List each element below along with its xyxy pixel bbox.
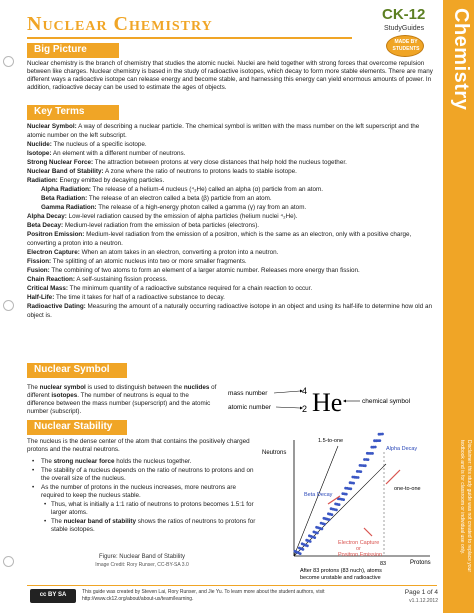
isotope-point [302, 548, 305, 551]
limit-83-label: 83 [380, 561, 387, 567]
key-term [27, 149, 437, 158]
key-term-name: Alpha Radiation: [41, 186, 92, 193]
isotope-point [381, 433, 384, 436]
key-term-name: Radioactive Dating: [27, 303, 86, 310]
electron-capture-label: Electron Capture [338, 540, 380, 546]
isotope-point [328, 518, 331, 521]
isotope-point [309, 540, 312, 543]
page-number: Page 1 of 4 [404, 589, 438, 596]
stability-bullet [27, 484, 257, 500]
isotope-point [313, 536, 316, 539]
nuclear-stability-bullets [27, 458, 257, 535]
isotope-point [378, 439, 381, 442]
bold-term: isotopes [51, 392, 78, 399]
isotope-point [345, 493, 348, 496]
text-segment: The [41, 458, 54, 465]
key-term-name: Positron Emission: [27, 231, 85, 238]
text-segment: shows the ratios of neutrons to protons for stable isotopes. [51, 518, 256, 533]
key-term-name: Fission: [27, 258, 52, 265]
isotope-point [338, 503, 341, 506]
key-term-name: Nuclear Band of Stability: [27, 168, 104, 175]
bold-term: nuclear band of stability [63, 518, 137, 525]
key-term [27, 167, 437, 176]
big-picture-text: Nuclear chemistry is the branch of chemistry that studies the atomic nuclei. Nuclei are held together with strong forces that overcome repulsion between like charges. Nuclear chemistry is based in the study of radioactive isotopes, which decay to form more stable elements. There are many different ways a radioactive isotope can release energy and become stable, and harnessing this energy can yield enormous amounts of power. In addition, radioactive decay can be used to estimate the ages of objects. [27, 60, 433, 91]
electron-capture-arrow [364, 528, 372, 536]
ratio-one-label: one-to-one [394, 486, 421, 492]
stability-bullet [27, 458, 257, 466]
key-term-definition: A self-sustaining fission process. [76, 276, 168, 283]
key-term-definition: The time it takes for half of a radioactive substance to decay. [55, 294, 225, 301]
badge-text: MADE BY STUDENTS [392, 39, 420, 52]
isotope-point [364, 464, 367, 467]
key-term [27, 275, 437, 284]
nuclear-stability-intro: The nucleus is the dense center of the atom that contains the positively charged protons and the neutral neutrons. [27, 438, 250, 453]
nuclear-symbol-text [27, 384, 217, 416]
key-term-name: Critical Mass: [27, 285, 68, 292]
isotope-point [352, 482, 355, 485]
bold-term: nuclear symbol [39, 384, 86, 391]
section-heading: Big Picture [34, 44, 87, 55]
key-term [27, 203, 437, 212]
graph-note-line-2: become unstable and radioactive [300, 575, 381, 581]
key-term-definition: The attraction between protons at very close distances that help hold the nucleus together. [94, 159, 347, 166]
key-term [27, 248, 437, 257]
text-segment: of different [27, 384, 217, 399]
text-segment: is used to distinguish between the [85, 384, 184, 391]
bold-term: strong nuclear force [53, 458, 115, 465]
section-heading: Nuclear Symbol [34, 364, 110, 375]
nuclear-symbol-diagram [228, 382, 438, 422]
graph-note-line-1: After 83 protons (83 nuch), atoms [300, 568, 382, 574]
stability-bullet [27, 518, 257, 534]
mass-number: 4 [302, 386, 308, 396]
key-term-definition: The release of a high-energy photon called a gamma (γ) ray from an atom. [98, 204, 307, 211]
key-term-name: Nuclide: [27, 141, 52, 148]
key-term-name: Chain Reaction: [27, 276, 75, 283]
isotope-point [299, 552, 302, 555]
key-term-definition: The splitting of an atomic nucleus into two or more smaller fragments. [52, 258, 247, 265]
key-term-name: Radiation: [27, 177, 58, 184]
key-term [27, 293, 437, 302]
key-term-definition: Medium-level radiation from the emission of beta particles (electrons). [64, 222, 260, 229]
isotope-point [374, 446, 377, 449]
title-divider [27, 37, 352, 39]
key-term [27, 266, 437, 275]
key-term-name: Alpha Decay: [27, 213, 67, 220]
key-term-definition: A zone where the ratio of neutrons to protons leads to stable isotope. [105, 168, 297, 175]
key-term [27, 185, 437, 194]
key-term-definition: The combining of two atoms to form an element of a larger atomic number. Releases more energy than fission. [51, 267, 360, 274]
isotope-point [306, 544, 309, 547]
key-term-definition: Energy emitted by decaying particles. [59, 177, 165, 184]
isotope-point [367, 458, 370, 461]
ck12-logo [378, 6, 436, 60]
key-term-name: Gamma Radiation: [41, 204, 97, 211]
page-title: Nuclear Chemistry [27, 13, 213, 35]
subject-tab-label: Chemistry [450, 8, 472, 111]
big-picture-header [27, 43, 119, 58]
stability-bullet [27, 467, 257, 483]
key-term-name: Beta Decay: [27, 222, 64, 229]
bullet-icon: • [32, 484, 35, 491]
text-segment: . The number of neutrons is equal to the difference between the mass number (superscript) and the atomic number (subscript). [27, 392, 211, 415]
key-terms-list [27, 122, 437, 320]
text-segment: The stability of a nucleus depends on the ratio of neutrons to protons and on the overall size of the nucleus. [41, 467, 254, 482]
chemical-symbol: He [312, 388, 343, 417]
key-term-definition: The nucleus of a specific isotope. [53, 141, 147, 148]
key-term [27, 194, 437, 203]
isotope-point [371, 452, 374, 455]
band-of-stability-graph [260, 432, 440, 582]
chemical-symbol-label: chemical symbol [362, 398, 411, 405]
key-term [27, 284, 437, 293]
atomic-number-label: atomic number [228, 404, 271, 411]
y-axis-label: Neutrons [262, 450, 287, 456]
key-term [27, 176, 437, 185]
isotope-point [342, 498, 345, 501]
key-term [27, 140, 437, 149]
key-term [27, 212, 437, 221]
binder-hole [3, 56, 14, 67]
bullet-icon: • [32, 458, 35, 465]
logo-name: CK-12 [382, 6, 426, 23]
key-term [27, 158, 437, 167]
alpha-decay-label: Alpha Decay [386, 446, 418, 452]
key-term [27, 221, 437, 230]
key-term-name: Isotope: [27, 150, 52, 157]
isotope-point [359, 470, 362, 473]
ratio-15-label: 1.5-to-one [318, 438, 344, 444]
license-text: cc BY SA [39, 592, 67, 598]
one-point-five-line [294, 446, 338, 556]
version-number: v1.1.12.2012 [409, 598, 438, 604]
bullet-icon: • [44, 518, 47, 525]
isotope-point [321, 528, 324, 531]
footer-credits: This guide was created by Steven Lai, Rory Runser, and Jie Yu. To learn more about the student authors, visit http://www.ck12.org/about/about-us/team/learning. [82, 589, 325, 602]
text-segment: The [51, 518, 64, 525]
key-term-definition: Measuring the amount of a naturally occurring radioactive isotope in an object and using its half-life to determine how old an object is. [27, 303, 432, 319]
atomic-number: 2 [302, 404, 308, 414]
key-term [27, 122, 437, 140]
text-segment: Thus, what is initially a 1:1 ratio of neutrons to protons becomes 1.5:1 for larger atoms. [51, 501, 254, 516]
key-term [27, 302, 437, 320]
key-term-name: Fusion: [27, 267, 50, 274]
text-segment: holds the nucleus together. [114, 458, 192, 465]
sidebar-disclaimer: Disclaimer: this study guide was not created to replace your textbook and is for classroom or individual use only. [459, 440, 472, 573]
key-term-definition: The release of a helium-4 nucleus (⁴₂He) called an alpha (α) particle from an atom. [92, 186, 324, 193]
key-term-definition: When an atom takes in an electron, converting a proton into a neutron. [81, 249, 279, 256]
key-term [27, 257, 437, 266]
key-term-definition: The minimum quantity of a radioactive substance required for a chain reaction to occur. [69, 285, 313, 292]
x-axis-label: Protons [410, 560, 431, 566]
figure-credit: Image Credit: Rory Runser, CC-BY-SA 3.0 [95, 562, 189, 568]
logo-subtitle: StudyGuides [384, 25, 425, 32]
key-term-name: Half-Life: [27, 294, 55, 301]
key-term-name: Nuclear Symbol: [27, 123, 77, 130]
isotope-point [357, 476, 360, 479]
key-term-definition: Medium-level radiation from the emission of a positron, which is the same as an electron, only with a positive charge, converting a proton into a neutron. [27, 231, 412, 247]
isotope-point [331, 513, 334, 516]
isotope-point [349, 487, 352, 490]
stability-bullet [27, 501, 257, 517]
alpha-decay-arrow [386, 470, 400, 484]
bullet-icon: • [44, 501, 47, 508]
binder-hole [3, 556, 14, 567]
beta-decay-label: Beta Decay [304, 492, 333, 498]
bullet-icon: • [32, 467, 35, 474]
positron-emission-label: Positron Emission [338, 552, 383, 558]
key-term-name: Beta Radiation: [41, 195, 88, 202]
made-by-students-badge [386, 35, 424, 57]
key-terms-header [27, 105, 119, 120]
bold-term: nuclides [183, 384, 210, 391]
key-term-definition: Low-level radiation caused by the emission of alpha particles (helium nuclei ⁴₂He). [68, 213, 298, 220]
key-term-definition: A way of describing a nuclear particle. The chemical symbol is written with the mass number on the left superscript and the atomic number on the left subscript. [27, 123, 420, 139]
text-segment: As the number of protons in the nucleus increases, more neutrons are required to keep the nucleus stable. [41, 484, 236, 499]
key-term-name: Electron Capture: [27, 249, 80, 256]
isotope-point [323, 523, 326, 526]
binder-hole [3, 300, 14, 311]
mass-number-label: mass number [228, 390, 268, 397]
key-term-definition: The release of an electron called a beta (β) particle from an atom. [88, 195, 272, 202]
key-term [27, 230, 437, 248]
key-term-definition: An element with a different number of neutrons. [52, 150, 186, 157]
text-segment: The [27, 384, 40, 391]
section-heading: Nuclear Stability [34, 421, 113, 432]
key-term-name: Strong Nuclear Force: [27, 159, 94, 166]
section-heading: Key Terms [34, 106, 85, 117]
isotope-point [335, 509, 338, 512]
figure-caption: Figure: Nuclear Band of Stability [98, 554, 186, 560]
isotope-point [316, 532, 319, 535]
electron-capture-or-label: or [356, 546, 361, 552]
binder-holes [0, 0, 18, 613]
nuclear-stability-header [27, 420, 127, 435]
creative-commons-badge [30, 589, 76, 603]
footer-divider [27, 585, 437, 586]
nuclear-symbol-header [27, 363, 127, 378]
